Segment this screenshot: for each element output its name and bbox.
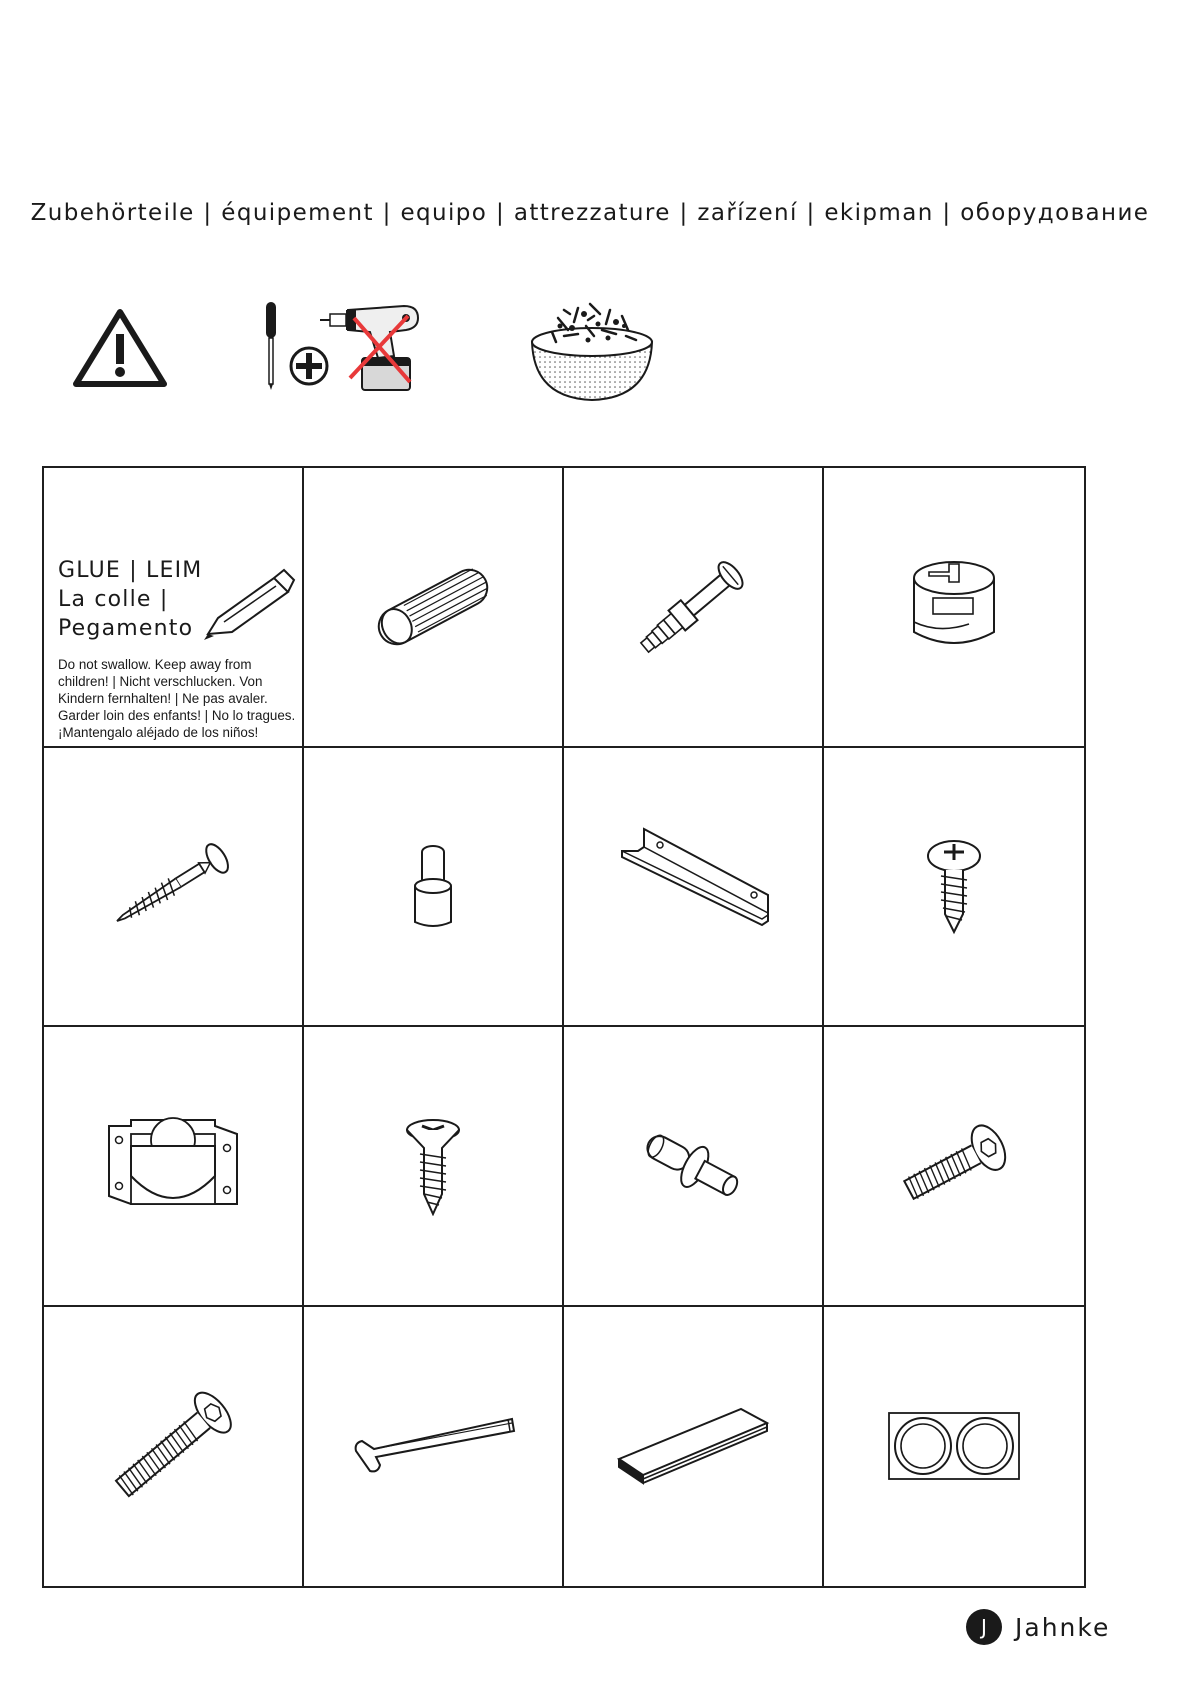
caster-wheel-icon (44, 1027, 304, 1307)
hex-bolt-short-icon (824, 1027, 1084, 1307)
glue-title-line: GLUE | LEIM (58, 558, 203, 583)
felt-pads-icon (824, 1307, 1084, 1587)
bowl-of-fittings-icon (528, 290, 656, 409)
brand-mark-letter: J (981, 1615, 987, 1639)
allen-key-icon (304, 1307, 564, 1587)
no-power-drill-icon (318, 296, 426, 401)
connector-pin-icon (564, 1027, 824, 1307)
wooden-dowel-icon (304, 468, 564, 748)
pan-head-screw-icon (824, 748, 1084, 1028)
brand-mark-icon (965, 1608, 1003, 1646)
glue-title-line: Pegamento (58, 616, 194, 641)
metal-rail-icon (564, 748, 824, 1028)
cam-bolt-icon (564, 468, 824, 748)
wood-screw-icon (44, 748, 304, 1028)
glue-warning-text: Do not swallow. Keep away from children! | Nicht verschlucken. Von Kindern fernhalten! | Ne pas avaler. Garder loin des enfants! | No lo tragues. ¡Mantengalo aléjado de los niños! (58, 657, 296, 740)
warning-triangle-icon (72, 308, 168, 393)
hex-bolt-long-icon (44, 1307, 304, 1587)
glue-title-line: La colle | (58, 587, 169, 612)
glue-cell (44, 468, 304, 748)
brand-logo (965, 1607, 1110, 1647)
parts-grid (42, 466, 1086, 1588)
shelf-pin-icon (304, 748, 564, 1028)
cam-lock-icon (824, 468, 1084, 748)
glue-title (58, 556, 202, 643)
glue-tube-icon (202, 562, 298, 642)
plastic-glide-icon (564, 1307, 824, 1587)
brand-name: Jahnke (1015, 1612, 1111, 1642)
page-heading: Zubehörteile | équipement | equipo | attrezzature | zařízení | ekipman | оборудование (30, 200, 1150, 226)
tools-row (0, 290, 1192, 410)
countersunk-screw-icon (304, 1027, 564, 1307)
